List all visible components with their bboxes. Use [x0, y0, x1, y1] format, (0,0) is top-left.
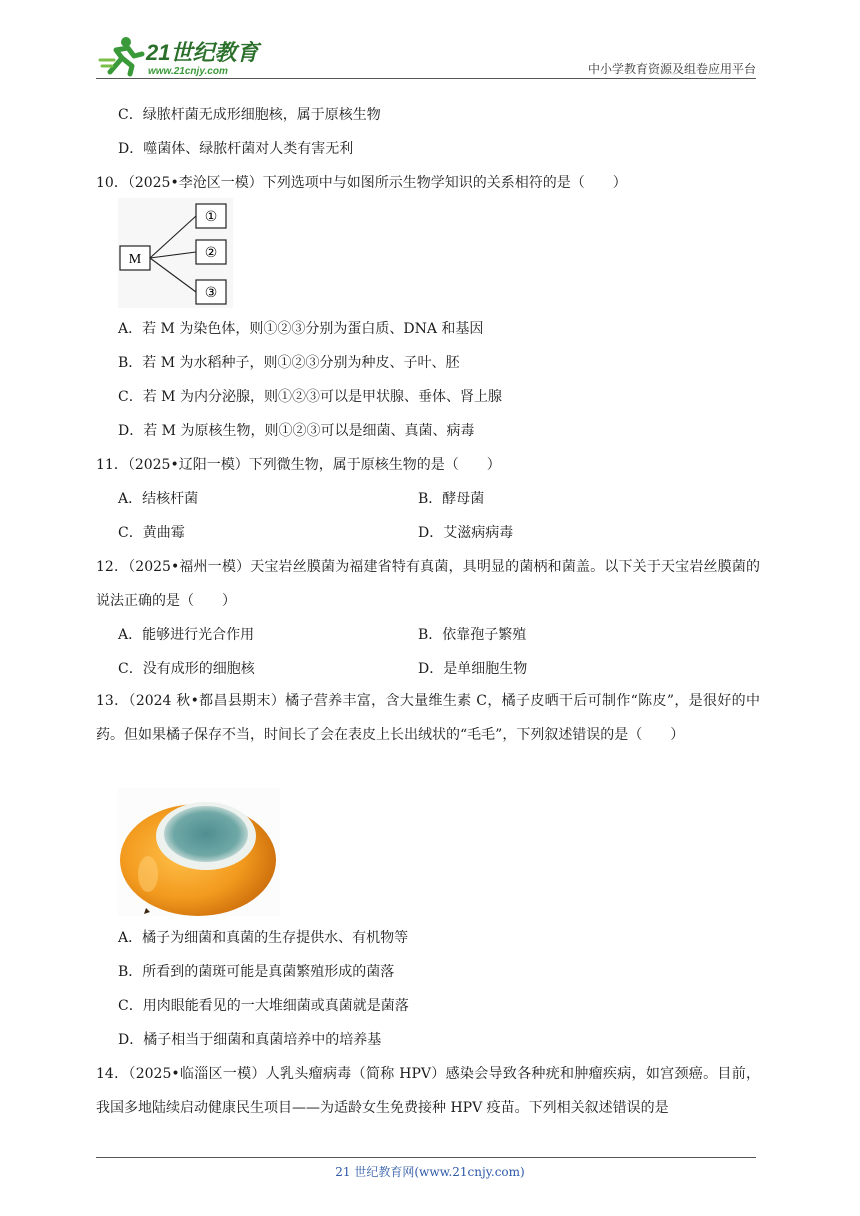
footer-link[interactable]: 21 世纪教育网(www.21cnjy.com): [335, 1165, 525, 1179]
moldy-orange-image: [118, 788, 280, 916]
q14-stem: 14．（2025•临淄区一模）人乳头瘤病毒（简称 HPV）感染会导致各种疣和肿瘤疾病，如宫颈癌。目前，我国多地陆续启动健康民生项目——为适龄女生免费接种 HPV 疫苗。下列相关叙述错误的是: [96, 1066, 760, 1116]
logo-wordmark: 21世纪教育: [146, 40, 259, 65]
highlight: [138, 856, 158, 892]
header-tagline: 中小学教育资源及组卷应用平台: [587, 62, 756, 76]
q12-option-c: C．没有成形的细胞核: [118, 661, 255, 677]
q13-stem: 13．（2024 秋•都昌县期末）橘子营养丰富，含大量维生素 C，橘子皮晒干后可制作“陈皮”，是很好的中药。但如果橘子保存不当，时间长了会在表皮上长出绒状的“毛毛”，下列叙述错误的是（ ）: [96, 693, 760, 743]
mold-patch: [164, 806, 248, 862]
q10-option-c: C．若 M 为内分泌腺，则①②③可以是甲状腺、垂体、肾上腺: [118, 389, 502, 405]
runner-icon: [100, 37, 142, 74]
q9-option-c: C．绿脓杆菌无成形细胞核，属于原核生物: [118, 107, 381, 123]
q13-option-a: A．橘子为细菌和真菌的生存提供水、有机物等: [118, 930, 409, 946]
diagram-branch-label: ①: [204, 209, 218, 225]
diagram-branch-label: ③: [204, 285, 218, 301]
diagram-root-label: M: [128, 252, 142, 267]
q13-option-c: C．用肉眼能看见的一大堆细菌或真菌就是菌落: [118, 998, 409, 1014]
header-divider: [96, 78, 756, 79]
site-logo: [96, 32, 266, 78]
q12-option-b: B．依靠孢子繁殖: [418, 627, 527, 643]
orange-stem: [144, 908, 150, 914]
q9-option-d: D．噬菌体、绿脓杆菌对人类有害无利: [118, 141, 354, 157]
diagram-connector: [150, 216, 196, 258]
q10-concept-diagram: [118, 198, 233, 308]
q11-option-b: B．酵母菌: [418, 491, 485, 507]
q10-option-d: D．若 M 为原核生物，则①②③可以是细菌、真菌、病毒: [118, 423, 475, 439]
q11-stem: 11．（2025•辽阳一模）下列微生物，属于原核生物的是（ ）: [96, 457, 501, 473]
q12-option-d: D．是单细胞生物: [418, 661, 528, 677]
q12-stem: 12．（2025•福州一模）天宝岩丝膜菌为福建省特有真菌，具明显的菌柄和菌盖。以下关于天宝岩丝膜菌的说法正确的是（ ）: [96, 559, 760, 609]
q12-option-a: A．能够进行光合作用: [118, 627, 255, 643]
footer-divider: [96, 1157, 756, 1158]
q10-stem: 10．（2025•李沧区一模）下列选项中与如图所示生物学知识的关系相符的是（ ）: [96, 175, 627, 191]
q13-option-d: D．橘子相当于细菌和真菌培养中的培养基: [118, 1032, 382, 1048]
q11-option-d: D．艾滋病病毒: [418, 525, 514, 541]
q11-option-a: A．结核杆菌: [118, 491, 199, 507]
diagram-connector: [150, 252, 196, 258]
q13-option-b: B．所看到的菌斑可能是真菌繁殖形成的菌落: [118, 964, 395, 980]
diagram-connector: [150, 258, 196, 292]
q11-option-c: C．黄曲霉: [118, 525, 185, 541]
logo-url: www.21cnjy.com: [148, 66, 228, 77]
q10-option-b: B．若 M 为水稻种子，则①②③分别为种皮、子叶、胚: [118, 355, 460, 371]
diagram-branch-label: ②: [204, 245, 218, 261]
q10-option-a: A．若 M 为染色体，则①②③分别为蛋白质、DNA 和基因: [118, 321, 484, 337]
